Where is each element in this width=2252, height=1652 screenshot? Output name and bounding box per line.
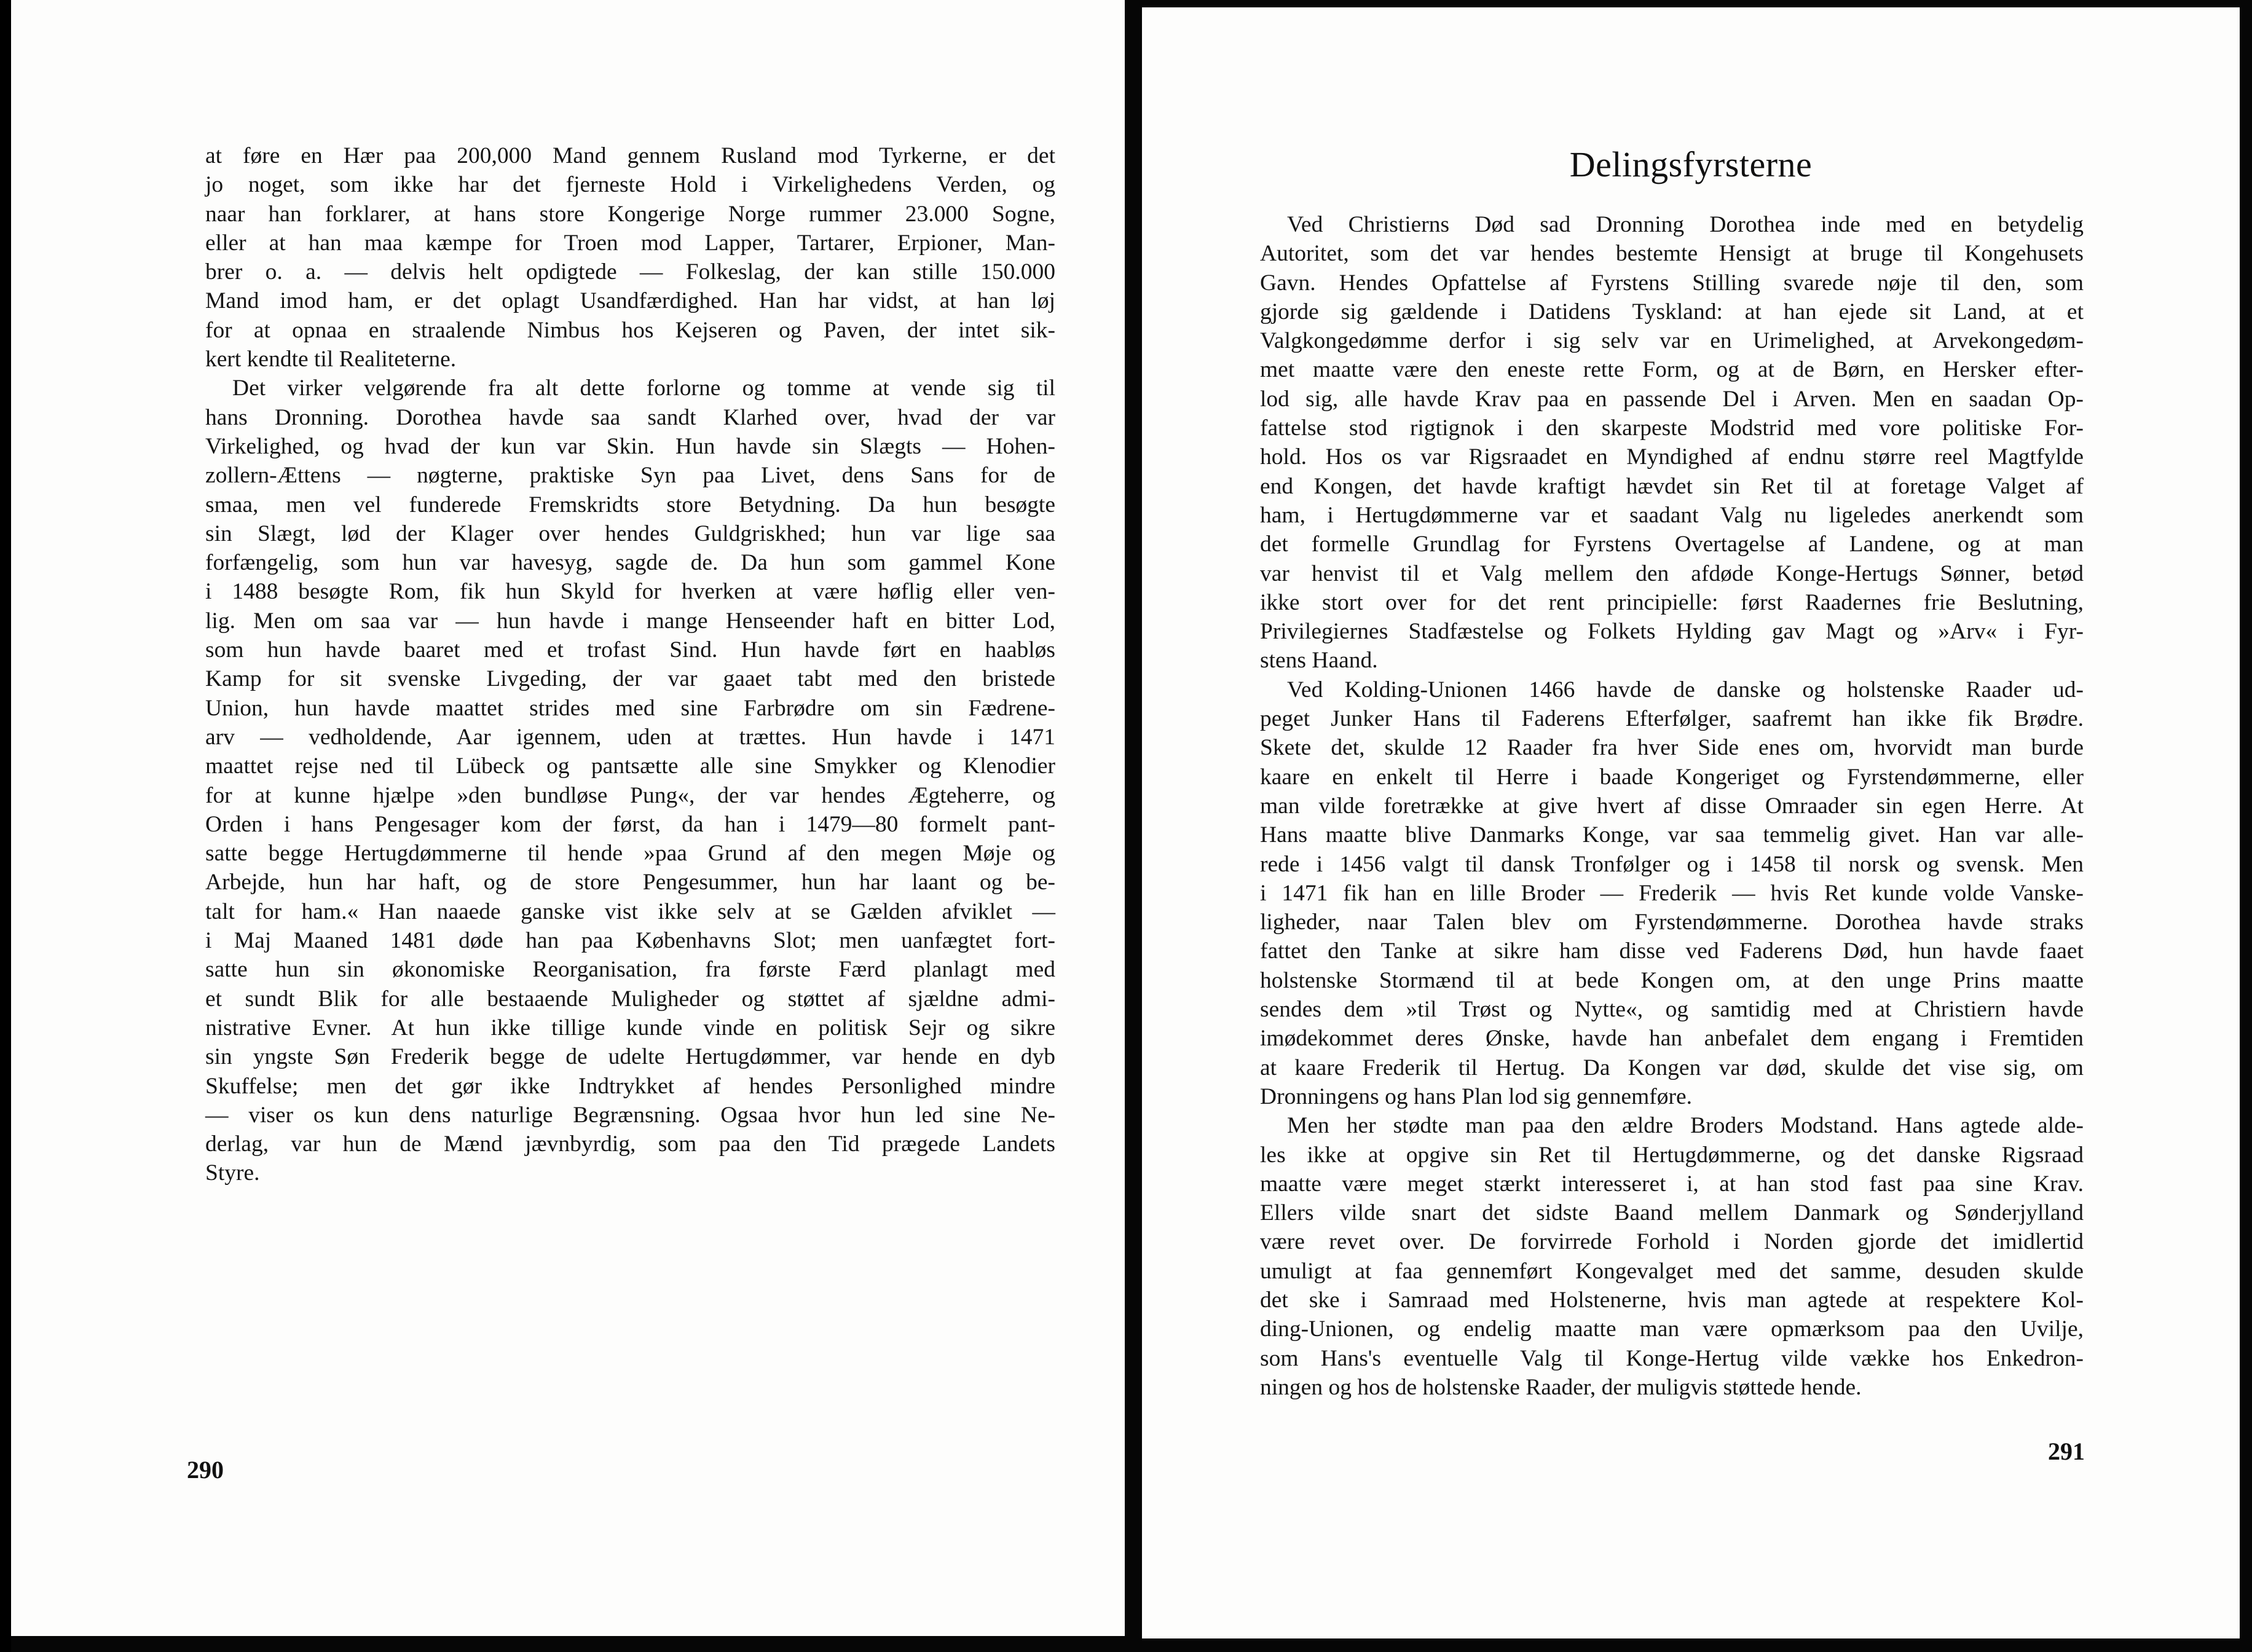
text-line: maatte være meget stærkt interesseret i, at han stod fast paa sine Krav.: [1260, 1171, 2084, 1197]
text-line: ningen og hos de holstenske Raader, der muligvis støttede hende.: [1260, 1374, 1862, 1400]
text-line: smaa, men vel funderede Fremskridts store Betydning. Da hun besøgte: [205, 492, 1055, 517]
text-line: kaare en enkelt til Herre i baade Kongeriget og Fyrstendømmerne, eller: [1260, 764, 2084, 790]
text-line: brer o. a. — delvis helt opdigtede — Folkeslag, der kan stille 150.000: [205, 259, 1055, 285]
text-line: Valgkongedømme derfor i sig selv var en Urimelighed, at Arvekongedøm-: [1260, 328, 2084, 354]
text-line: derlag, var hun de Mænd jævnbyrdig, som paa den Tid prægede Landets: [205, 1131, 1055, 1157]
text-line: Privilegiernes Stadfæstelse og Folkets Hylding gav Magt og »Arv« i Fyr-: [1260, 619, 2084, 645]
text-line: det formelle Grundlag for Fyrstens Overtagelse af Landene, og at man: [1260, 532, 2084, 557]
text-line: hans Dronning. Dorothea havde saa sandt Klarhed over, hvad der var: [205, 404, 1055, 430]
text-line: les ikke at opgive sin Ret til Hertugdømmerne, og det danske Rigsraad: [1260, 1142, 2084, 1168]
text-line: for at kunne hjælpe »den bundløse Pung«, der var hendes Ægteherre, og: [205, 782, 1055, 808]
right-page: [1142, 7, 2240, 1638]
text-line: ding-Unionen, og endelig maatte man være opmærksom paa den Uvilje,: [1260, 1316, 2084, 1342]
text-line: Virkelighed, og hvad der kun var Skin. Hun havde sin Slægts — Hohen-: [205, 433, 1055, 459]
text-line: Dronningens og hans Plan lod sig gennemføre.: [1260, 1084, 1693, 1109]
text-line: maattet rejse ned til Lübeck og pantsætte alle sine Smykker og Klenodier: [205, 753, 1055, 779]
text-line: Union, hun havde maattet strides med sine Farbrødre om sin Fædrene-: [205, 695, 1055, 721]
text-line: ikke stort over for det rent principielle: først Raadernes frie Beslutning,: [1260, 589, 2084, 615]
text-line: Ellers vilde snart det sidste Baand mellem Danmark og Sønderjylland: [1260, 1200, 2084, 1226]
text-line: ligheder, naar Talen blev om Fyrstendømmerne. Dorothea havde straks: [1260, 910, 2084, 935]
text-line: — viser os kun dens naturlige Begrænsning. Ogsaa hvor hun led sine Ne-: [205, 1102, 1055, 1128]
text-line: at kaare Frederik til Hertug. Da Kongen var død, skulde det vise sig, om: [1260, 1055, 2084, 1080]
text-line: som Hans's eventuelle Valg til Konge-Hertug vilde vække hos Enkedron-: [1260, 1345, 2084, 1371]
text-line: sin Slægt, lød der Klager over hendes Guldgriskhed; hun var lige saa: [205, 521, 1055, 546]
left-page: [11, 0, 1125, 1636]
text-line: i Maj Maaned 1481 døde han paa Københavns Slot; men uanfægtet fort-: [205, 928, 1055, 954]
left-paragraph-1: [205, 141, 1055, 374]
text-line: satte hun sin økonomiske Reorganisation, fra første Færd planlagt med: [205, 957, 1055, 983]
text-line: forfængelig, som hun var havesyg, sagde de. Da hun som gammel Kone: [205, 550, 1055, 576]
text-line: Styre.: [205, 1160, 260, 1186]
text-line: være revet over. De forvirrede Forhold i Norden gjorde det imidlertid: [1260, 1229, 2084, 1255]
text-line: arv — vedholdende, Aar igennem, uden at trættes. Hun havde i 1471: [205, 724, 1055, 750]
text-line: holstenske Stormænd til at bede Kongen om, at den unge Prins maatte: [1260, 967, 2084, 993]
text-line: rede i 1456 valgt til dansk Tronfølger og i 1458 til norsk og svensk. Men: [1260, 851, 2084, 877]
text-line: Mand imod ham, er det oplagt Usandfærdighed. Han har vidst, at han løj: [205, 288, 1055, 314]
text-line: i 1488 besøgte Rom, fik hun Skyld for hverken at være høflig eller ven-: [205, 579, 1055, 605]
text-line: nistrative Evner. At hun ikke tillige kunde vinde en politisk Sejr og sikre: [205, 1015, 1055, 1040]
text-line: lod sig, alle havde Krav paa en passende Del i Arven. Men en saadan Op-: [1260, 386, 2084, 412]
text-line: Gavn. Hendes Opfattelse af Fyrstens Stilling svarede nøje til den, som: [1260, 270, 2084, 296]
left-paragraph-2: [205, 374, 1055, 1187]
text-line: stens Haand.: [1260, 648, 1378, 674]
right-paragraph-3: [1260, 1111, 2084, 1402]
text-line: sin yngste Søn Frederik begge de udelte Hertugdømmer, var hende en dyb: [205, 1044, 1055, 1070]
text-line: som hun havde baaret med et trofast Sind. Hun havde ført en haabløs: [205, 637, 1055, 663]
text-line: fattet den Tanke at sikre ham disse ved Faderens Død, hun havde faaet: [1260, 938, 2084, 964]
text-line: satte begge Hertugdømmerne til hende »paa Grund af den megen Møje og: [205, 841, 1055, 867]
text-line: i 1471 fik han en lille Broder — Frederik — hvis Ret kunde volde Vanske-: [1260, 880, 2084, 906]
text-line: Men her stødte man paa den ældre Broders Modstand. Hans agtede alde-: [1287, 1113, 2084, 1139]
text-line: kert kendte til Realiteterne.: [205, 347, 457, 372]
text-line: det ske i Samraad med Holstenerne, hvis man agtede at respektere Kol-: [1260, 1287, 2084, 1313]
text-line: talt for ham.« Han naaede ganske vist ikke selv at se Gælden afviklet —: [205, 899, 1055, 924]
text-line: var henvist til et Valg mellem den afdøde Konge-Hertugs Sønner, betød: [1260, 560, 2084, 586]
text-line: naar han forklarer, at hans store Kongerige Norge rummer 23.000 Sogne,: [205, 201, 1055, 227]
text-line: jo noget, som ikke har det fjerneste Hold i Virkelighedens Verden, og: [205, 172, 1055, 198]
text-line: Det virker velgørende fra alt dette forlorne og tomme at vende sig til: [232, 376, 1055, 401]
page-number: 291: [2048, 1438, 2085, 1465]
text-line: at føre en Hær paa 200,000 Mand gennem Rusland mod Tyrkerne, er det: [205, 143, 1055, 168]
text-line: man vilde foretrække at give hvert af disse Omraader sin egen Herre. At: [1260, 793, 2084, 819]
text-line: met maatte være den eneste rette Form, og at de Børn, en Hersker efter-: [1260, 357, 2084, 383]
left-page-text: [205, 141, 1055, 1188]
text-line: Skuffelse; men det gør ikke Indtrykket af hendes Personlighed mindre: [205, 1073, 1055, 1099]
text-line: Autoritet, som det var hendes bestemte Hensigt at bruge til Kongehusets: [1260, 241, 2084, 267]
text-line: Ved Kolding-Unionen 1466 havde de danske og holstenske Raader ud-: [1287, 677, 2084, 702]
text-line: end Kongen, det havde kraftigt hævdet sin Ret til at foretage Valget af: [1260, 473, 2084, 499]
text-line: imødekommet deres Ønske, havde han anbefalet dem engang i Fremtiden: [1260, 1026, 2084, 1052]
text-line: Skete det, skulde 12 Raader fra hver Side enes om, hvorvidt man burde: [1260, 735, 2084, 761]
text-line: for at opnaa en straalende Nimbus hos Kejseren og Paven, der intet sik-: [205, 317, 1055, 343]
right-page-text: [1260, 210, 2084, 1402]
text-line: fattelse stod rigtignok i den skarpeste Modstrid med vore politiske For-: [1260, 415, 2084, 441]
text-line: Orden i hans Pengesager kom der først, da han i 1479—80 formelt pant-: [205, 811, 1055, 837]
text-line: Hans maatte blive Danmarks Konge, var saa temmelig givet. Han var alle-: [1260, 822, 2084, 848]
text-line: sendes dem »til Trøst og Nytte«, og samtidig med at Christiern havde: [1260, 997, 2084, 1023]
text-line: Kamp for sit svenske Livgeding, der var gaaet tabt med den bristede: [205, 666, 1055, 692]
chapter-heading: Delingsfyrsterne: [1569, 144, 1813, 184]
text-line: zollern-Ættens — nøgterne, praktiske Syn paa Livet, dens Sans for de: [205, 463, 1055, 489]
text-line: ham, i Hertugdømmerne var et saadant Valg nu ligeledes anerkendt som: [1260, 502, 2084, 528]
text-line: eller at han maa kæmpe for Troen mod Lapper, Tartarer, Erpioner, Man-: [205, 230, 1055, 256]
right-paragraph-1: [1260, 210, 2084, 675]
text-line: umuligt at faa gennemført Kongevalget med det samme, desuden skulde: [1260, 1258, 2084, 1284]
text-line: hold. Hos os var Rigsraadet en Myndighed af endnu større reel Magtfylde: [1260, 444, 2084, 470]
book-spine-edge: [0, 0, 11, 1652]
text-line: gjorde sig gældende i Datidens Tyskland: at han ejede sit Land, at et: [1260, 299, 2084, 324]
page-number: 290: [187, 1456, 224, 1484]
text-line: peget Junker Hans til Faderens Efterfølger, saafremt han ikke fik Brødre.: [1260, 706, 2084, 732]
right-paragraph-2: [1260, 675, 2084, 1111]
text-line: Arbejde, hun har haft, og de store Pengesummer, hun har laant og be-: [205, 870, 1055, 895]
text-line: lig. Men om saa var — hun havde i mange Henseender haft en bitter Lod,: [205, 608, 1055, 634]
text-line: et sundt Blik for alle bestaaende Muligheder og støttet af sjældne admi-: [205, 986, 1055, 1012]
text-line: Ved Christierns Død sad Dronning Dorothea inde med en betydelig: [1287, 212, 2084, 237]
